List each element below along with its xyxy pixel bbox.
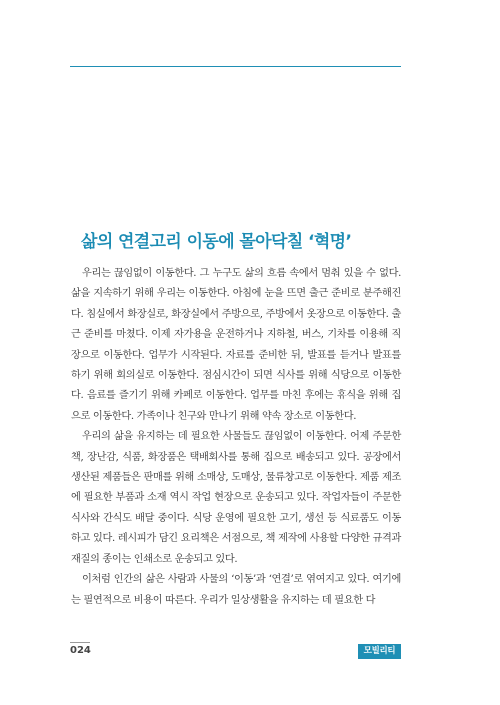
paragraph: 우리는 끊임없이 이동한다. 그 누구도 삶의 흐름 속에서 멈춰 있을 수 없다. 삶을 지속하기 위해 우리는 이동한다. 아침에 눈을 뜨면 출근 준비로 분주해진다. 침실에서 화장실로, 화장실에서 주방으로, 주방에서 옷장으로 이동한다. 출근 준비를 마쳤다. 이제 자가용을 운전하거나 지하철, 버스, 기차를 이용해 직장으로 이동한다. 업무가 시작된다. 자료를 준비한 뒤, 발표를 듣거나 발표를 하기 위해 회의실로 이동한다. 점심시간이 되면 식사를 위해 식당으로 이동한다. 음료를 즐기기 위해 카페로 이동한다. 업무를 마친 후에는 휴식을 위해 집으로 이동한다. 가족이나 친구와 만나기 위해 약속 장소로 이동한다. <box>71 268 401 422</box>
section-badge: 모빌리티 <box>358 644 401 659</box>
paragraph: 우리의 삶을 유지하는 데 필요한 사물들도 끊임없이 이동한다. 어제 주문한 책, 장난감, 식품, 화장품은 택배회사를 통해 집으로 배송되고 있다. 공장에서 생산된 제품들은 판매를 위해 소매상, 도매상, 물류창고로 이동한다. 제품 제조에 필요한 부품과 소재 역시 작업 현장으로 운송되고 있다. 작업자들이 주문한 식사와 간식도 배달 중이다. 식당 운영에 필요한 고기, 생선 등 식료품도 이동하고 있다. 레시피가 담긴 요리책은 서점으로, 책 제작에 사용할 다양한 규격과 재질의 종이는 인쇄소로 운송되고 있다. <box>71 431 401 565</box>
section-heading: 삶의 연결고리 이동에 몰아닥칠 ‘혁명’ <box>81 232 352 252</box>
paragraph: 이처럼 인간의 삶은 사람과 사물의 ‘이동’과 ‘연결’로 엮여지고 있다. 여기에는 필연적으로 비용이 따른다. 우리가 일상생활을 유지하는 데 필요한 다 <box>71 574 401 606</box>
page-number: 024 <box>70 645 91 656</box>
footer-rule <box>70 642 90 643</box>
body-text <box>71 264 401 611</box>
top-rule <box>70 66 401 67</box>
